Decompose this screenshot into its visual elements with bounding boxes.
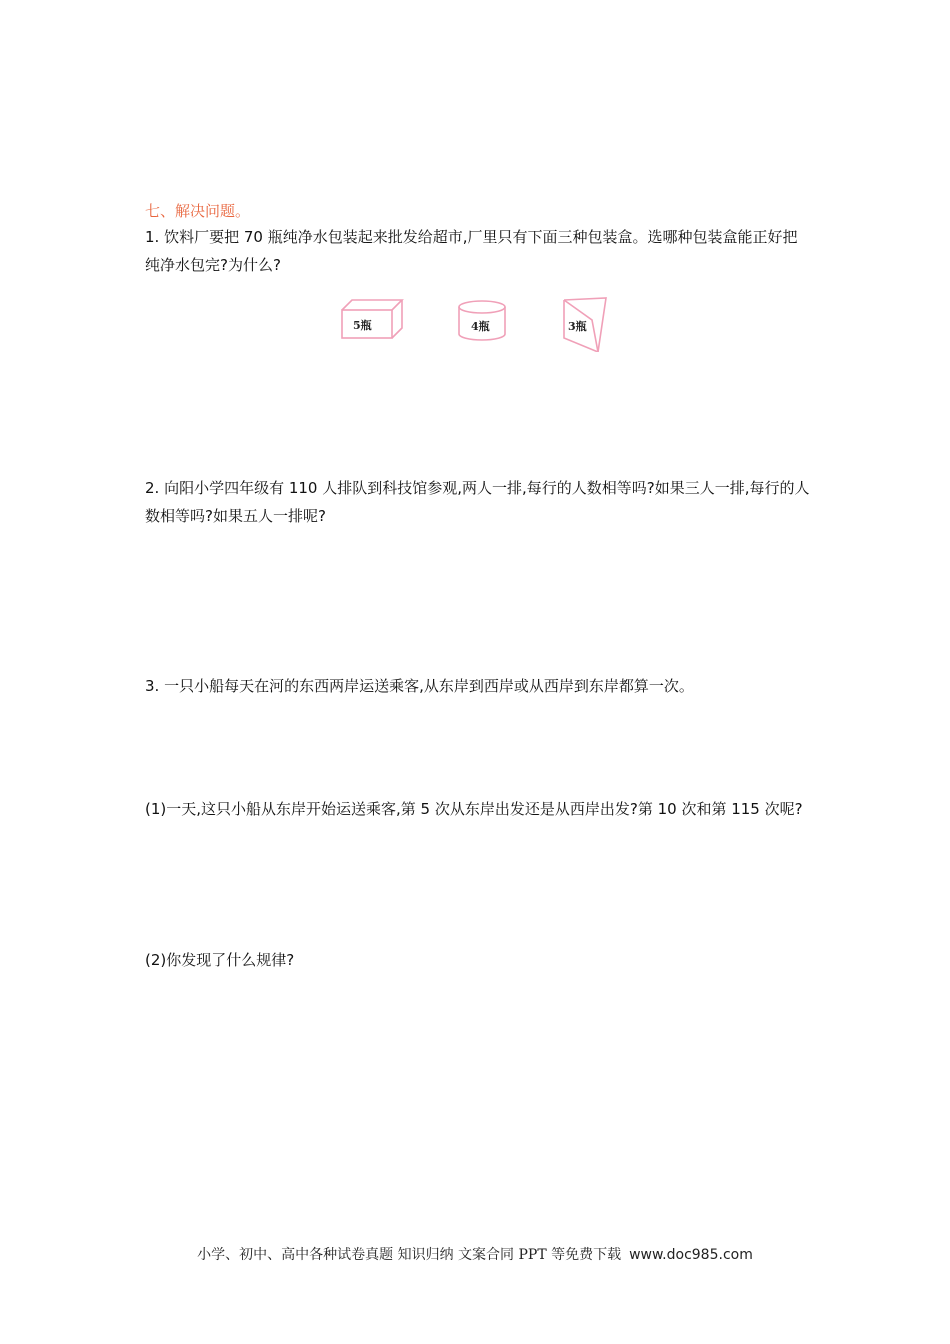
triangular-prism-icon	[564, 298, 606, 352]
question-3-part-1-text: (1)一天,这只小船从东岸开始运送乘客,第 5 次从东岸出发还是从西岸出发?第 10 次和第 115 次呢?	[145, 800, 803, 818]
box-label-4: 4瓶	[471, 320, 490, 333]
question-3-text: 3. 一只小船每天在河的东西两岸运送乘客,从东岸到西岸或从西岸到东岸都算一次。	[145, 677, 694, 695]
cylinder-icon	[459, 301, 505, 340]
question-1-text: 1. 饮料厂要把 70 瓶纯净水包装起来批发给超市,厂里只有下面三种包装盒。选哪种包装盒能正好把纯净水包完?为什么?	[145, 228, 798, 274]
cuboid-icon	[342, 300, 402, 338]
box-label-5: 5瓶	[353, 319, 372, 332]
section-title: 七、解决问题。	[145, 202, 251, 220]
box-label-3: 3瓶	[568, 320, 587, 333]
question-3-part-2-text: (2)你发现了什么规律?	[145, 951, 295, 969]
page-footer	[0, 1244, 950, 1264]
footer-site-link[interactable]: www.doc985.com	[629, 1247, 753, 1263]
packaging-boxes-figure	[330, 292, 630, 352]
question-2-text: 2. 向阳小学四年级有 110 人排队到科技馆参观,两人一排,每行的人数相等吗?如果三人一排,每行的人数相等吗?如果五人一排呢?	[145, 479, 810, 525]
footer-text: 小学、初中、高中各种试卷真题 知识归纳 文案合同 PPT 等免费下载	[197, 1247, 622, 1263]
